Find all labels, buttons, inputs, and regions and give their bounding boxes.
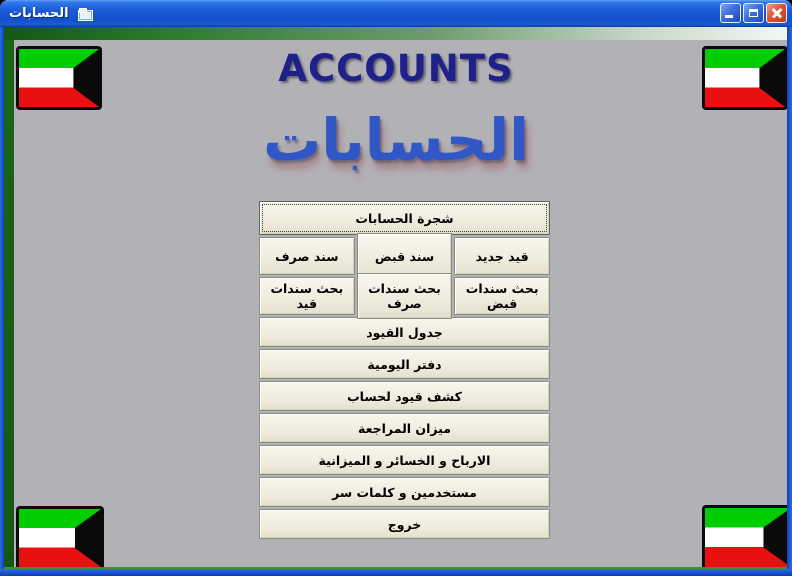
folder-icon: [78, 8, 93, 20]
close-icon: [767, 4, 786, 22]
users-passwords-button[interactable]: مستخدمين و كلمات سر: [259, 477, 550, 507]
arabic-page-title: الحسابات: [262, 106, 530, 174]
payment-voucher-button[interactable]: سند صرف: [259, 237, 355, 275]
minimize-icon: [725, 15, 733, 18]
search-receipt-vouchers-button[interactable]: بحث سندات قبض: [454, 277, 550, 315]
window-border-right: [787, 27, 792, 576]
flag-stripes: [705, 508, 791, 567]
kuwait-flag-bottom-left: [16, 506, 104, 570]
close-button[interactable]: [766, 3, 787, 23]
search-payment-vouchers-button[interactable]: بحث سندات صرف: [357, 273, 453, 319]
flag-trapezoid: [75, 509, 101, 567]
main-menu: [259, 201, 550, 539]
search-buttons-row: [259, 277, 550, 315]
maximize-button[interactable]: [743, 3, 764, 23]
kuwait-flag-bottom-right: [702, 505, 792, 570]
title-bar: [0, 0, 792, 27]
voucher-buttons-row: [259, 237, 550, 275]
window-border-left: [0, 27, 4, 576]
trial-balance-button[interactable]: ميزان المراجعة: [259, 413, 550, 443]
search-entry-vouchers-button[interactable]: بحث سندات قيد: [259, 277, 355, 315]
green-left-strip: [4, 40, 14, 567]
window-border-bottom: [0, 569, 792, 576]
flag-stripes: [19, 509, 101, 567]
green-gradient-bar: [4, 27, 787, 40]
receipt-voucher-button[interactable]: سند قبض: [357, 233, 453, 279]
maximize-icon: [749, 9, 758, 17]
english-page-title: ACCOUNTS: [278, 47, 514, 90]
entries-table-button[interactable]: جدول القيود: [259, 317, 550, 347]
account-entries-statement-button[interactable]: كشف قيود لحساب: [259, 381, 550, 411]
minimize-button[interactable]: [720, 3, 741, 23]
exit-button[interactable]: خروج: [259, 509, 550, 539]
profit-loss-balance-sheet-button[interactable]: الارباح و الخسائر و الميزانية: [259, 445, 550, 475]
new-entry-button[interactable]: قيد جديد: [454, 237, 550, 275]
accounts-tree-button[interactable]: شجرة الحسابات: [259, 201, 550, 235]
daily-journal-button[interactable]: دفتر اليومية: [259, 349, 550, 379]
title-group: [0, 6, 93, 21]
window-title: الحسابات: [9, 6, 69, 21]
window-controls: [720, 3, 787, 23]
